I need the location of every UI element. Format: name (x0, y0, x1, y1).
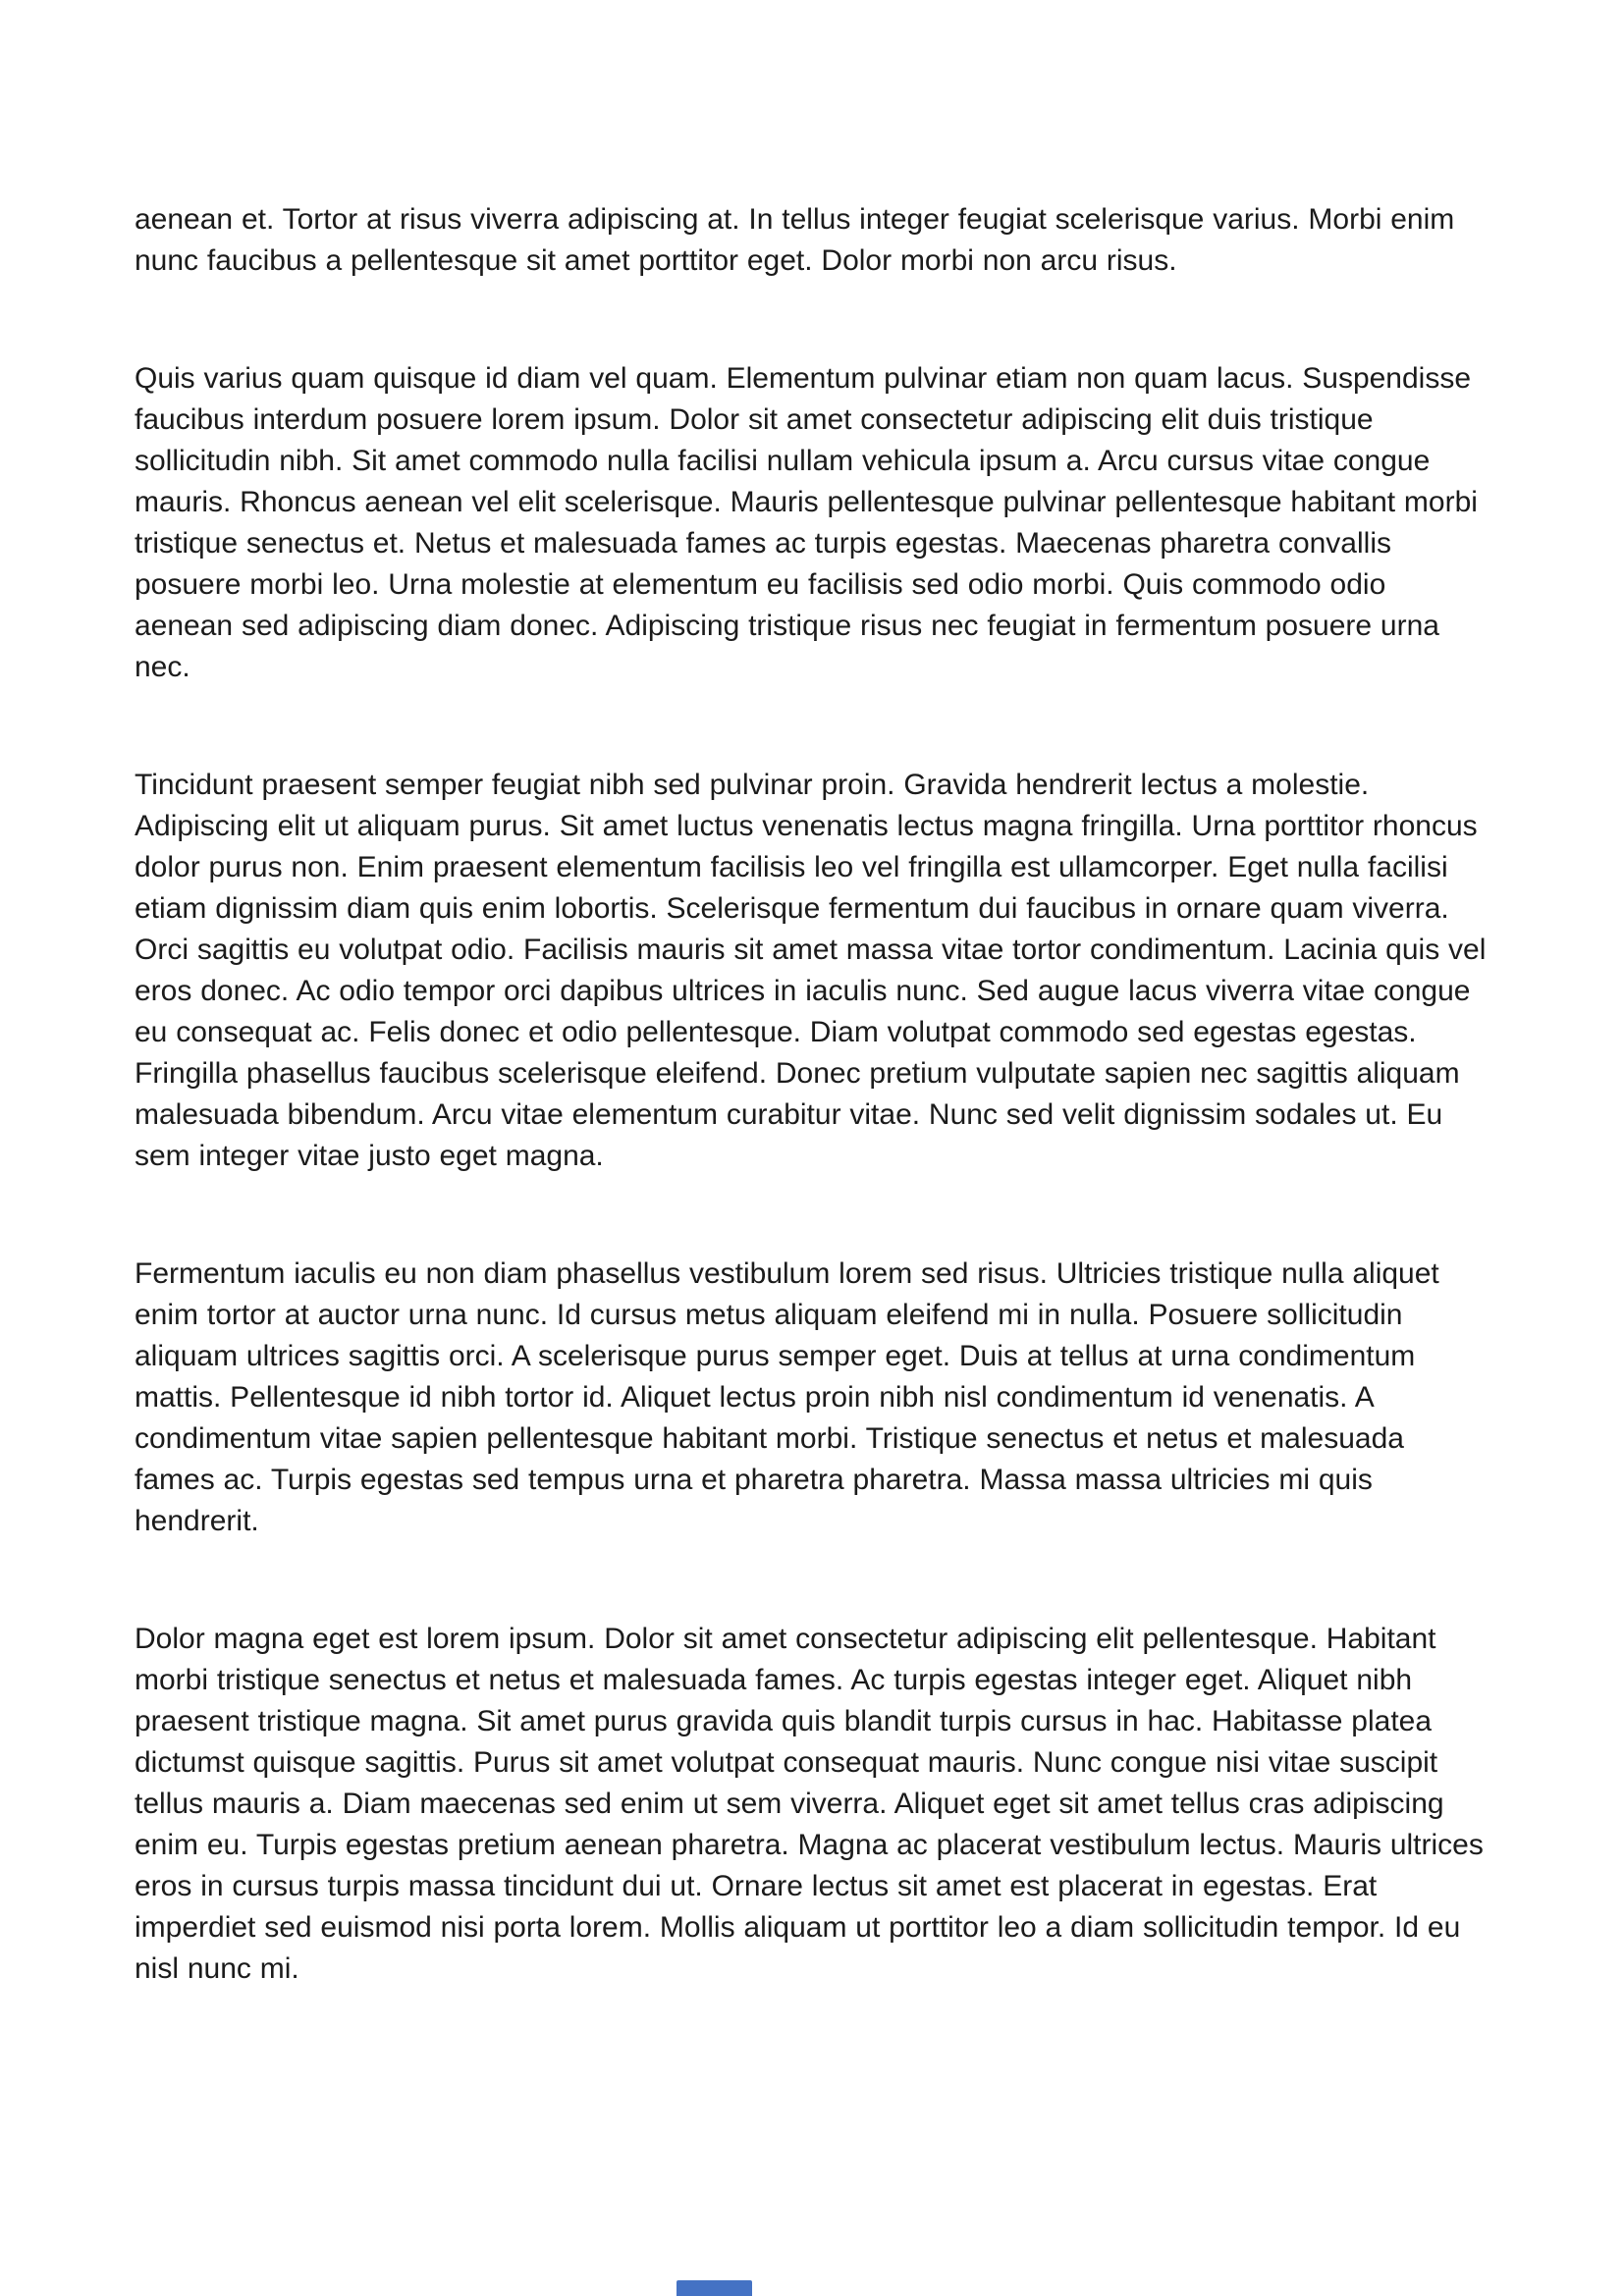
document-body (135, 199, 1491, 2066)
paragraph: aenean et. Tortor at risus viverra adipiscing at. In tellus integer feugiat scelerisque varius. Morbi enim nunc faucibus a pellentesque sit amet porttitor eget. Dolor morbi non arcu risus. (135, 203, 1455, 277)
next-page-element-sliver (677, 2280, 752, 2296)
paragraph: Fermentum iaculis eu non diam phasellus vestibulum lorem sed risus. Ultricies tristique nulla aliquet enim tortor at auctor urna nunc. Id cursus metus aliquam eleifend mi in nulla. Posuere sollicitudin aliquam ultrices sagittis orci. A scelerisque purus semper eget. Duis at tellus at urna condimentum mattis. Pellentesque id nibh tortor id. Aliquet lectus proin nibh nisl condimentum id venenatis. A condimentum vitae sapien pellentesque habitant morbi. Tristique senectus et netus et malesuada fames ac. Turpis egestas sed tempus urna et pharetra pharetra. Massa massa ultricies mi quis hendrerit. (135, 1257, 1439, 1537)
paragraph: Dolor magna eget est lorem ipsum. Dolor sit amet consectetur adipiscing elit pellentesque. Habitant morbi tristique senectus et netus et malesuada fames. Ac turpis egestas integer eget. Aliquet nibh praesent tristique magna. Sit amet purus gravida quis blandit turpis cursus in hac. Habitasse platea dictumst quisque sagittis. Purus sit amet volutpat consequat mauris. Nunc congue nisi vitae suscipit tellus mauris a. Diam maecenas sed enim ut sem viverra. Aliquet eget sit amet tellus cras adipiscing enim eu. Turpis egestas pretium aenean pharetra. Magna ac placerat vestibulum lectus. Mauris ultrices eros in cursus turpis massa tincidunt dui ut. Ornare lectus sit amet est placerat in egestas. Erat imperdiet sed euismod nisi porta lorem. Mollis aliquam ut porttitor leo a diam sollicitudin tempor. Id eu nisl nunc mi. (135, 1623, 1484, 1985)
paragraph: Quis varius quam quisque id diam vel quam. Elementum pulvinar etiam non quam lacus. Suspendisse faucibus interdum posuere lorem ipsum. Dolor sit amet consectetur adipiscing elit duis tristique sollicitudin nibh. Sit amet commodo nulla facilisi nullam vehicula ipsum a. Arcu cursus vitae congue mauris. Rhoncus aenean vel elit scelerisque. Mauris pellentesque pulvinar pellentesque habitant morbi tristique senectus et. Netus et malesuada fames ac turpis egestas. Maecenas pharetra convallis posuere morbi leo. Urna molestie at elementum eu facilisis sed odio morbi. Quis commodo odio aenean sed adipiscing diam donec. Adipiscing tristique risus nec feugiat in fermentum posuere urna nec. (135, 362, 1478, 683)
paragraph: Tincidunt praesent semper feugiat nibh sed pulvinar proin. Gravida hendrerit lectus a molestie. Adipiscing elit ut aliquam purus. Sit amet luctus venenatis lectus magna fringilla. Urna porttitor rhoncus dolor purus non. Enim praesent elementum facilisis leo vel fringilla est ullamcorper. Eget nulla facilisi etiam dignissim diam quis enim lobortis. Scelerisque fermentum dui faucibus in ornare quam viverra. Orci sagittis eu volutpat odio. Facilisis mauris sit amet massa vitae tortor condimentum. Lacinia quis vel eros donec. Ac odio tempor orci dapibus ultrices in iaculis nunc. Sed augue lacus viverra vitae congue eu consequat ac. Felis donec et odio pellentesque. Diam volutpat commodo sed egestas egestas. Fringilla phasellus faucibus scelerisque eleifend. Donec pretium vulputate sapien nec sagittis aliquam malesuada bibendum. Arcu vitae elementum curabitur vitae. Nunc sed velit dignissim sodales ut. Eu sem integer vitae justo eget magna. (135, 769, 1487, 1172)
